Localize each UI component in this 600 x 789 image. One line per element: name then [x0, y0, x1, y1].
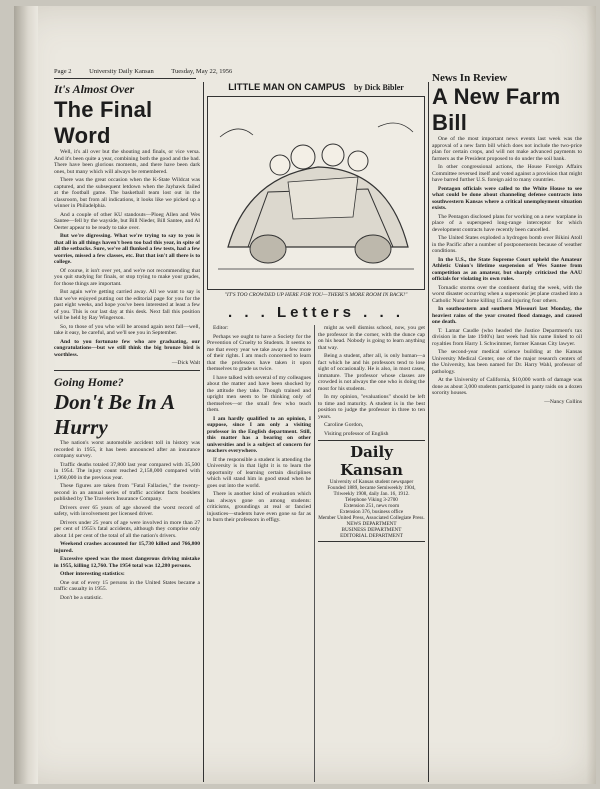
headline-dont-hurry: Don't Be In A Hurry: [54, 390, 175, 439]
paragraph: Drivers under 25 years of age were involved in more than 27 per cent of 1955's fatal accidents, although they comprise only about 14 per cent of the total of all the nation's drivers.: [54, 519, 200, 539]
masthead-details: [318, 479, 425, 539]
paragraph: But again we're getting carried away. All we want to say is that we've enjoyed putting out the editorial page for you for the past eight weeks, and hope you've been interested at least a few of you. This is our last day at this desk. Next fall this position will be held by Ray Wingerson.: [54, 289, 200, 321]
paragraph: The Pentagon disclosed plans for working on a new warplane in place of a superspeed long-range interceptor for which development contracts have recently been cancelled.: [432, 213, 582, 233]
paper-name: University Daily Kansan: [89, 68, 154, 75]
kicker-final-word: It's Almost Over: [54, 82, 135, 96]
paragraph: I have talked with several of my colleagues about the matter and have been shocked by the attitude they take. Though trained and upright men seem to be thinking only of themselves—or the small few who teach them.: [207, 374, 311, 413]
cartoon-header: [207, 82, 425, 93]
paragraph: And to you fortunate few who are graduating, our congratulations—but we still think the big bronze bird is worthless.: [54, 338, 200, 358]
letters-header: . . . Letters . . .: [227, 304, 405, 321]
paragraph: Of course, it isn't over yet, and we're not recommending that you quit studying for finals, or stop trying to make your grades, for those things are important.: [54, 267, 200, 287]
paragraph: If the responsible a student is attending the University is in that light it is to learn the opportunity of learning certain disciplines which will stand him in good stead when he goes out into the world.: [207, 456, 311, 489]
paragraph: So, to those of you who will be around again next fall—well, take it easy, be careful, and we'll see you in September.: [54, 323, 200, 336]
right-column: [432, 72, 582, 782]
letters-column-2: [318, 325, 425, 782]
paragraph: In my opinion, "evaluations" should be left to time and maturity. A student is in the best position to judge the professor in three to ten years.: [318, 394, 425, 420]
byline-farm-bill: —Nancy Collins: [544, 398, 582, 405]
masthead-line: Member United Press, Associated Collegiate Press.: [318, 515, 425, 521]
paragraph: Being a student, after all, is only human—a fact which he and his professors tend to lose sight of occasionally. He is also, in most cases, immature. The professor whose classes are crowded is not always the one who is doing the most for his students.: [318, 353, 425, 392]
paragraph: Don't be a statistic.: [60, 594, 103, 601]
paragraph: And a couple of other KU standouts—Ploeg Allen and Wes Santee—fell by the wayside, but Bill Nieder, Bill Santee, and Al Oerter appear to be ready to take over.: [54, 211, 200, 231]
masthead-line: Extension 251, news room: [343, 503, 400, 509]
masthead-line: Extension 376, business office: [339, 509, 404, 515]
paragraph: The United States exploded a hydrogen bomb over Bikini Atoll in the Pacific after a number of postponements because of weather conditions.: [432, 235, 582, 254]
kicker-going-home: Going Home?: [54, 375, 124, 389]
cartoon-caption: "IT'S TOO CROWDED UP HERE FOR YOU—THERE'S MORE ROOM IN BACK!": [224, 292, 408, 298]
masthead-line: Founded 1889, became Semiweekly 1904, Triweekly 1908, daily Jan. 16, 1912.: [327, 485, 416, 497]
paragraph: Other interesting statistics:: [60, 571, 125, 577]
column-rule-right: [428, 82, 429, 782]
masthead-line: Telephone Viking 3-2700: [345, 497, 398, 503]
paragraph: Well, it's all over but the shouting and finals, or vice versa. And it's been quite a year, combining both the good and the bad. There have been glorious moments, and there have been dark ones, but many which will always be remembered.: [54, 149, 200, 175]
masthead-line: NEWS DEPARTMENT: [346, 521, 397, 527]
page-edge-shadow: [586, 6, 596, 784]
issue-date: Tuesday, May 22, 1956: [171, 68, 233, 75]
masthead-line: EDITORIAL DEPARTMENT: [340, 533, 403, 539]
center-column: [207, 82, 425, 782]
paragraph: The nation's worst automobile accident toll in history was recorded in 1955, it has been announced after an insurance company survey.: [54, 440, 200, 459]
kicker-news-review: News In Review: [432, 72, 508, 84]
masthead-name: Daily Kansan: [340, 443, 403, 479]
newspaper-page: [14, 6, 596, 784]
headline-final-word: The Final Word: [54, 97, 153, 148]
paragraph: In southeastern and southern Missouri last Monday, the heaviest rains of the year created flood damage, and caused one death.: [432, 306, 582, 325]
paragraph: Caroline Gordon,: [324, 422, 364, 428]
cartoon-title: LITTLE MAN ON CAMPUS: [228, 82, 346, 93]
byline-final-word: —Dick Walt: [171, 360, 200, 366]
paragraph: But we're digressing. What we're trying to say to you is that all in all things haven't been too bad this year, in spite of all the setbacks. Sure, we've all flunked a few tests, had a few worries, missed a few classes, etc. But that isn't all there is to college.: [54, 233, 200, 265]
folio-rule: [54, 78, 196, 79]
letters-column-2-text: [318, 325, 425, 437]
letters-columns: [207, 325, 425, 782]
paragraph: Perhaps we ought to have a Society for the Prevention of Cruelty to Students. It seems to me that every year we take away a few more of their rights. I am much concerned to learn that the professors have taken it upon themselves to grade us twice.: [207, 333, 311, 372]
letters-column-1: [207, 325, 311, 782]
column-rule-left: [203, 82, 204, 782]
page-fold-shadow: [14, 6, 38, 784]
masthead-line: University of Kansas student newspaper: [329, 479, 414, 485]
paragraph: Excessive speed was the most dangerous driving mistake in 1955, killing 12,760. The 1954 total was 12,280 persons.: [54, 556, 200, 569]
paragraph: Editor:: [213, 325, 229, 331]
paragraph: One out of every 15 persons in the United States became a traffic casualty in 1955.: [54, 579, 200, 592]
headline-farm-bill: A New Farm Bill: [432, 84, 561, 135]
paragraph: These figures are taken from "Fatal Fallacies," the twenty-second in an annual series of traffic accident facts booklets published by The Travelers Insurance Company.: [54, 483, 200, 502]
paragraph: There is another kind of evaluation which has always gone on among students: criticisms, groundings at real or fancied injustices—students have even gone so far as to burn their professors in effigy.: [207, 491, 311, 523]
page-number: Page 2: [54, 68, 72, 75]
paragraph: T. Lamar Caudle (who headed the Justice Department's tax division in the late 1940's) last week had his name linked to oil royalties from Harry I. Schwimmer, former Kansas City lawyer.: [432, 327, 582, 347]
letters-column-rule: [314, 325, 315, 782]
cartoon-byline: by Dick Bibler: [354, 83, 404, 92]
paragraph: In other congressional actions, the House Foreign Affairs Committee reversed itself and voted against a provision that might have barred further U.S. foreign aid to many countries.: [432, 164, 582, 183]
article-final-word: [54, 149, 200, 358]
article-farm-bill: [432, 136, 582, 397]
article-dont-hurry: [54, 440, 200, 601]
paragraph: In the U.S., the State Supreme Court upheld the Amateur Athletic Union's lifetime suspension of Wes Santee from competition as an amateur, but sharply criticized the AAU officials for violating its own rules.: [432, 256, 582, 282]
paragraph: One of the most important news events last week was the approval of a new farm bill which does not include the two-price plan for certain crops, and will not make advanced payments to farmers as the President proposed to do under the soil bank.: [432, 136, 582, 162]
paragraph: Pentagon officials were called to the White House to see what could be done about channeling defense contracts into southwestern Kansas where a critical unemployment situation exists.: [432, 185, 582, 211]
paragraph: Drivers over 65 years of age showed the worst record of safety, with involvement per licensed driver.: [54, 504, 200, 517]
masthead: [318, 440, 425, 542]
article-divider: [54, 370, 200, 371]
paragraph: Weekend crashes accounted for 15,730 killed and 766,800 injured.: [54, 541, 200, 554]
paragraph: At the University of California, $10,000 worth of damage was done as about 3,000 students participated in panty raids on a dozen sorority houses.: [432, 377, 582, 396]
paragraph: The second-year medical science building at the Kansas University Medical Center, one of the major research centers of the University, has been named for Dr. Harry Wahl, professor of pathology.: [432, 349, 582, 375]
paragraph: I am hardly qualified to an opinion, I suppose, since I am only a visiting professor in the English department. Still, this matter has a bearing on other universities and is a subject of concern for teachers everywhere.: [207, 415, 311, 454]
paragraph: There was the great occasion when the K-State Wildcat was captured, and the subsequent letdown when the Jayhawk failed at the football game. The basketball team lost out in the classroom, but from all indications, it looks like we picked up a winner in Philadelphia.: [54, 177, 200, 209]
masthead-line: BUSINESS DEPARTMENT: [341, 527, 402, 533]
paragraph: Traffic deaths totaled 37,800 last year compared with 35,500 in 1954. The injury count reached 2,158,000 compared with 1,960,000 in the previous year.: [54, 461, 200, 481]
cartoon-illustration: [207, 96, 425, 290]
cartoon-drawing: [208, 97, 424, 287]
left-column: [54, 82, 200, 782]
paragraph: Tornadic storms over the continent during the week, with the worst disaster occurring when a supersonic jet plane crashed into a Catholic Nuns' home killing 15 and injuring four others.: [432, 284, 582, 304]
paragraph: might as well dismiss school, now, you get the professor in the corner, with the dunce cap on his head. Nobody is going to learn anything that way.: [318, 325, 425, 351]
paragraph: Visiting professor of English: [324, 430, 389, 437]
